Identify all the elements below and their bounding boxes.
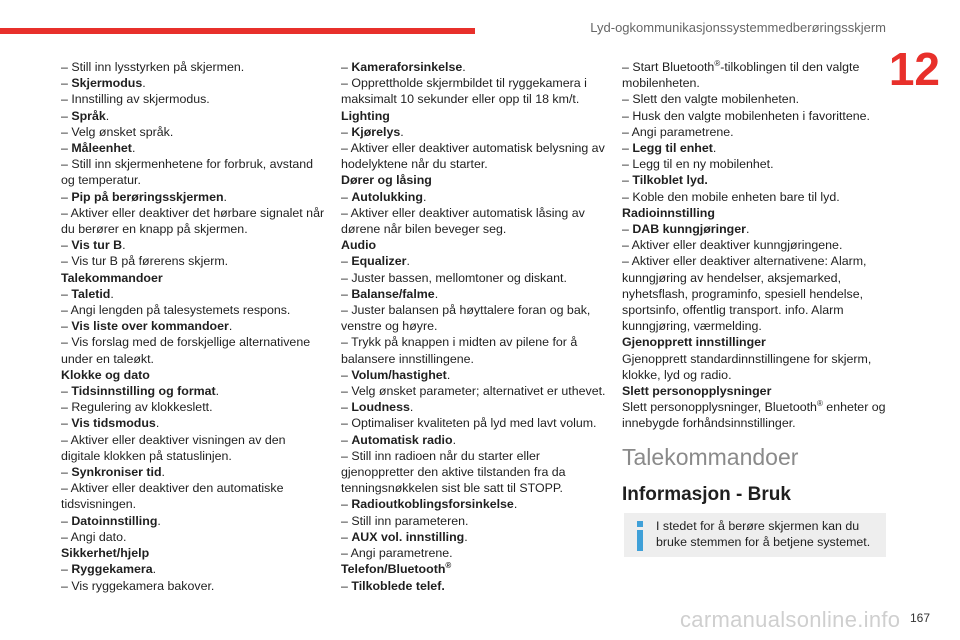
col2-line: Lighting bbox=[341, 108, 390, 123]
col1-line: – Ryggekamera. bbox=[61, 562, 157, 577]
col1-line: – Språk. bbox=[61, 108, 110, 123]
col2-line: – Loudness. bbox=[341, 400, 414, 415]
col1-line: – Still inn lysstyrken på skjermen. bbox=[61, 60, 245, 74]
col2-line: – Automatisk radio. bbox=[341, 432, 457, 447]
col3-line: Slett personopplysninger, Bluetooth® enheter og innebygde forhåndsinnstillinger. bbox=[622, 399, 886, 431]
col3-line: – DAB kunngjøringer. bbox=[622, 222, 750, 237]
col3-line: – Legg til enhet. bbox=[622, 141, 717, 156]
col1-line: – Tidsinnstilling og format. bbox=[61, 384, 220, 399]
watermark: carmanualsonline.info bbox=[680, 607, 901, 632]
col2-line: – Balanse/falme. bbox=[341, 286, 439, 301]
col2-line: – Trykk på knappen i midten av pilene for å balansere innstillingene. bbox=[341, 335, 578, 366]
col3-line: Radioinnstilling bbox=[622, 205, 715, 220]
chapter-number: 12 bbox=[888, 43, 940, 95]
col2-line: – Autolukking. bbox=[341, 189, 427, 204]
subsection-title: Informasjon - Bruk bbox=[622, 484, 791, 505]
col3-line: Gjenopprett standardinnstillingene for skjerm, klokke, lyd og radio. bbox=[622, 351, 872, 382]
col2-line: – Juster balansen på høyttalere foran og bak, venstre og høyre. bbox=[341, 303, 591, 334]
col2-line: – Radioutkoblingsforsinkelse. bbox=[341, 497, 518, 512]
col2-line: – Velg ønsket parameter; alternativet er uthevet. bbox=[341, 384, 606, 399]
col1-line: – Aktiver eller deaktiver den automatiske tidsvisningen. bbox=[61, 481, 284, 512]
col1-line: Sikkerhet/hjelp bbox=[61, 546, 150, 561]
col1-line: – Vis liste over kommandoer. bbox=[61, 319, 233, 334]
col1-line: – Innstilling av skjermodus. bbox=[61, 92, 210, 107]
col2-line: – Still inn parameteren. bbox=[341, 513, 469, 528]
col1-line: – Vis ryggekamera bakover. bbox=[61, 578, 215, 593]
col1-line: – Angi dato. bbox=[61, 529, 127, 544]
col1-line: Talekommandoer bbox=[61, 270, 163, 285]
col3-line: – Husk den valgte mobilenheten i favorittene. bbox=[622, 108, 870, 123]
col1-line: – Vis tur B på førerens skjerm. bbox=[61, 254, 229, 269]
col2-line: Audio bbox=[341, 238, 377, 253]
col3-line: – Legg til en ny mobilenhet. bbox=[622, 157, 774, 172]
col2-line: Dører og låsing bbox=[341, 173, 432, 188]
col3-line: – Start Bluetooth®-tilkoblingen til den valgte mobilenheten. bbox=[622, 58, 860, 91]
col2-line: Telefon/Bluetooth® bbox=[341, 561, 452, 577]
col2-line: – Juster bassen, mellomtoner og diskant. bbox=[341, 270, 567, 285]
col2-line: – Still inn radioen når du starter eller gjenoppretter den aktive tilstanden fra da tenningsnøkkelen sist ble satt til STOPP. bbox=[341, 448, 566, 496]
col2-line: – Opprettholde skjermbildet til ryggekamera i maksimalt 10 sekunder eller opp til 18 km/t. bbox=[341, 76, 587, 107]
col2-line: – AUX vol. innstilling. bbox=[341, 529, 468, 544]
col1-line: – Still inn skjermenhetene for forbruk, avstand og temperatur. bbox=[61, 157, 314, 188]
col2-line: – Equalizer. bbox=[341, 254, 410, 269]
info-icon bbox=[634, 521, 646, 551]
col2-line: – Tilkoblede telef. bbox=[341, 578, 445, 593]
col2-line: – Aktiver eller deaktiver automatisk belysning av hodelyktene når du starter. bbox=[341, 141, 605, 172]
col1-line: – Aktiver eller deaktiver det hørbare signalet når du berører en knapp på skjermen. bbox=[61, 205, 325, 237]
col2-line: – Optimaliser kvaliteten på lyd med lavt volum. bbox=[341, 416, 597, 431]
col1-line: – Regulering av klokkeslett. bbox=[61, 400, 213, 415]
col3-line: – Aktiver eller deaktiver kunngjøringene. bbox=[622, 238, 843, 253]
col1-line: – Velg ønsket språk. bbox=[61, 124, 174, 139]
header-red-bar bbox=[0, 28, 475, 34]
info-box bbox=[624, 513, 886, 557]
page-number: 167 bbox=[909, 611, 930, 625]
column-1 bbox=[61, 59, 326, 594]
col1-line: – Vis tidsmodus. bbox=[61, 416, 160, 431]
col1-line: – Vis forslag med de forskjellige alternativene under en taleøkt. bbox=[61, 335, 311, 366]
col2-line: – Volum/hastighet. bbox=[341, 367, 451, 382]
col3-line: Slett personopplysninger bbox=[622, 384, 772, 399]
col1-line: Klokke og dato bbox=[61, 367, 150, 382]
col1-line: – Skjermodus. bbox=[61, 76, 146, 91]
col2-line: – Kameraforsinkelse. bbox=[341, 60, 466, 74]
col1-line: – Datoinnstilling. bbox=[61, 513, 161, 528]
col1-line: – Pip på berøringsskjermen. bbox=[61, 189, 227, 204]
col3-line: – Slett den valgte mobilenheten. bbox=[622, 92, 800, 107]
col2-line: – Kjørelys. bbox=[341, 124, 404, 139]
col1-line: – Vis tur B. bbox=[61, 238, 126, 253]
col3-line: – Aktiver eller deaktiver alternativene: Alarm, kunngjøring av hendelser, aksjemarked, nyhetsflash, programinfo, spesiell hendelse, sportsinfo, offentlig transport. info. Alarm kunngjøring, værmelding. bbox=[622, 254, 867, 334]
col3-line: Gjenopprett innstillinger bbox=[622, 335, 766, 350]
col1-line: – Aktiver eller deaktiver visningen av den digitale klokken på statuslinjen. bbox=[61, 432, 286, 463]
section-title: Talekommandoer bbox=[622, 444, 799, 470]
running-header: Lyd-ogkommunikasjonssystemmedberøringsskjerm bbox=[590, 20, 886, 35]
col3-line: – Koble den mobile enheten bare til lyd. bbox=[622, 189, 840, 204]
column-3 bbox=[622, 59, 892, 432]
col3-line: – Angi parametrene. bbox=[622, 124, 734, 139]
info-text: I stedet for å berøre skjermen kan du bruke stemmen for å betjene systemet. bbox=[656, 519, 871, 550]
col3-line: – Tilkoblet lyd. bbox=[622, 173, 708, 188]
col2-line: – Angi parametrene. bbox=[341, 546, 453, 561]
col1-line: – Måleenhet. bbox=[61, 141, 136, 156]
col1-line: – Angi lengden på talesystemets respons. bbox=[61, 303, 291, 318]
col2-line: – Aktiver eller deaktiver automatisk låsing av dørene når bilen beveger seg. bbox=[341, 205, 585, 237]
col1-line: – Synkroniser tid. bbox=[61, 465, 165, 480]
column-2 bbox=[341, 59, 609, 594]
col1-line: – Taletid. bbox=[61, 286, 114, 301]
